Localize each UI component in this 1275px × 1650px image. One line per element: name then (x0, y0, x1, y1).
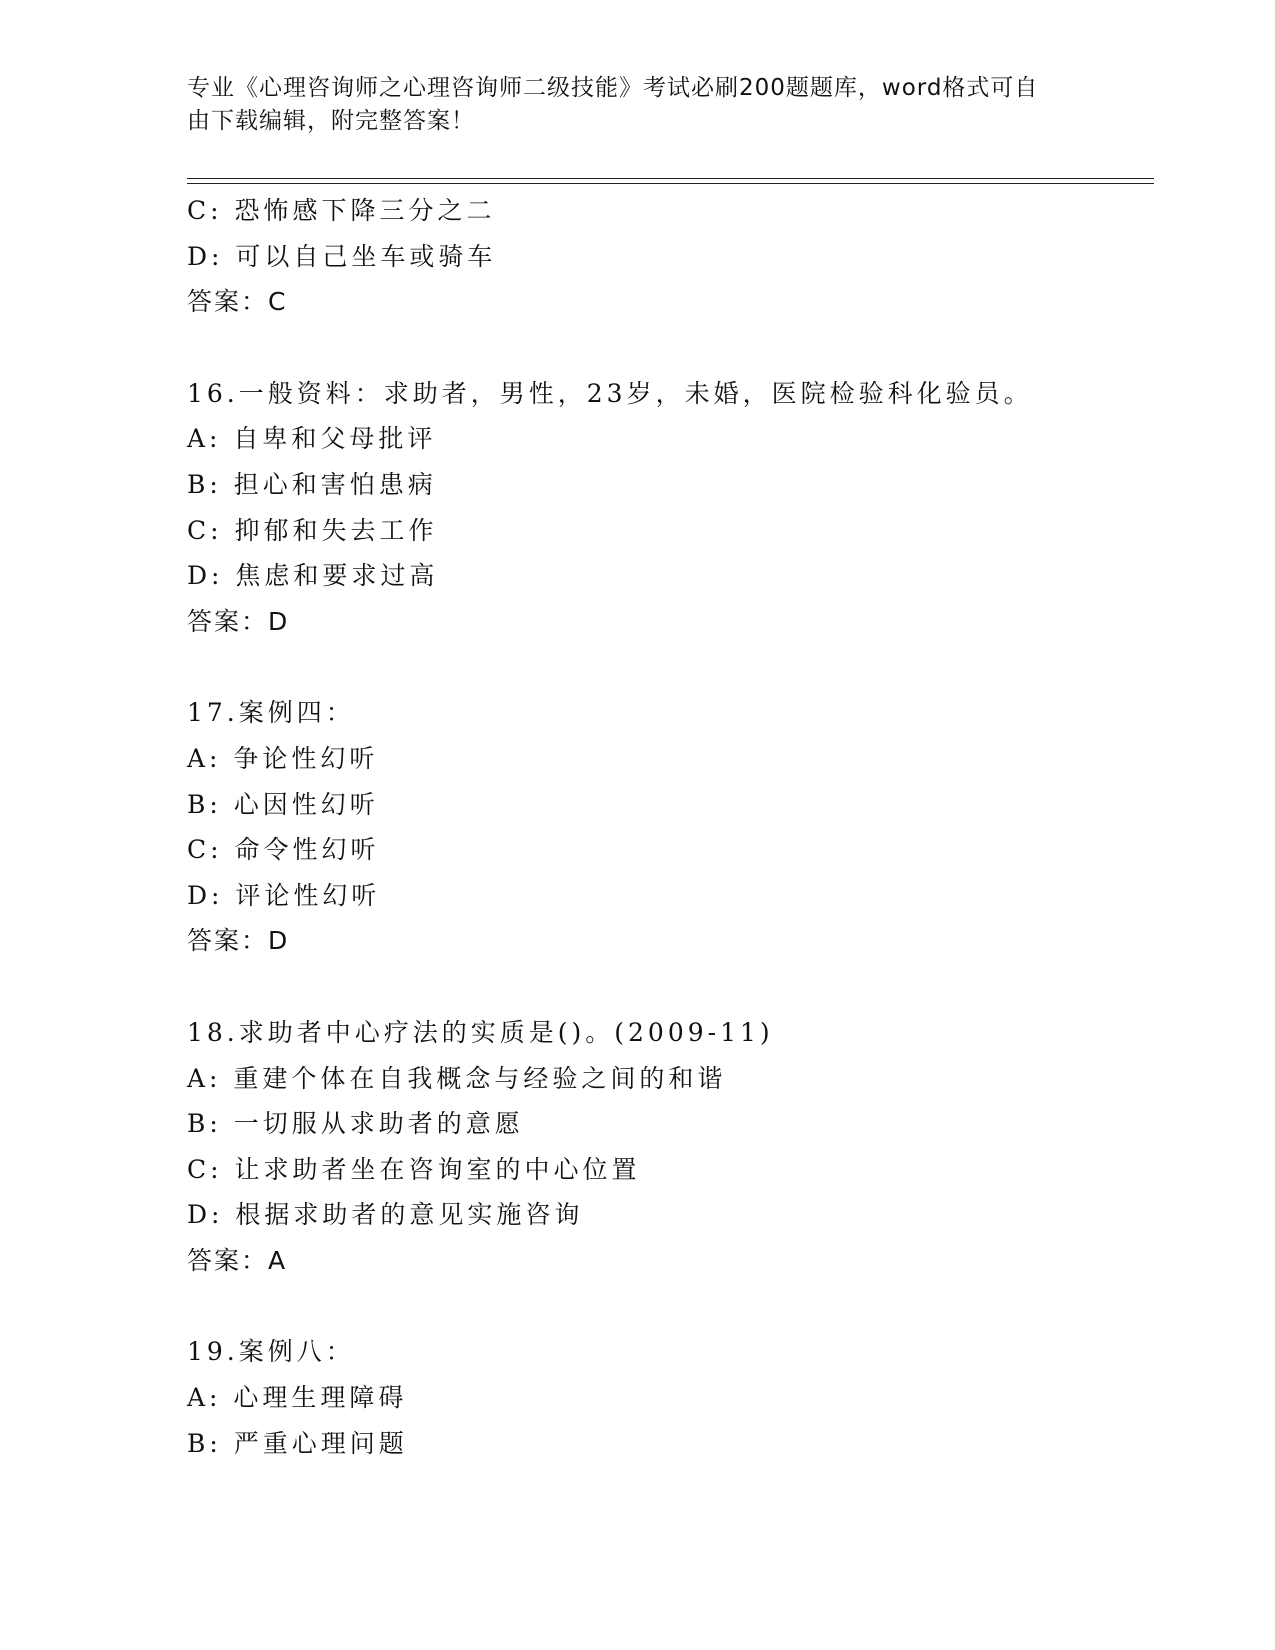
question-text: 19.案例八： (187, 1337, 355, 1367)
option-c: C: 命令性幻听 (187, 835, 380, 865)
document-header (187, 72, 1067, 138)
option-d: D: 焦虑和要求过高 (187, 561, 439, 591)
question-block-18 (187, 1010, 1147, 1284)
question-text: 18.求助者中心疗法的实质是()。(2009-11) (187, 1017, 774, 1047)
header-divider-top (187, 178, 1154, 179)
option-d: D: 评论性幻听 (187, 880, 381, 910)
question-block-17 (187, 690, 1147, 964)
answer-label: 答案：C (187, 287, 288, 317)
answer-label: 答案：A (187, 1245, 288, 1275)
question-block-15 (187, 188, 1147, 325)
answer-label: 答案：D (187, 606, 290, 636)
option-c: C: 抑郁和失去工作 (187, 515, 438, 545)
answer-label: 答案：D (187, 926, 290, 956)
question-text: 16.一般资料：求助者，男性，23岁，未婚，医院检验科化验员。 (187, 378, 1033, 408)
question-block-16 (187, 371, 1147, 645)
option-c: C: 恐怖感下降三分之二 (187, 196, 496, 225)
option-b: B: 心因性幻听 (187, 789, 379, 819)
option-b: B: 一切服从求助者的意愿 (187, 1109, 524, 1139)
option-a: A: 心理生理障碍 (187, 1383, 408, 1413)
option-c: C: 让求助者坐在咨询室的中心位置 (187, 1154, 641, 1184)
option-d: D: 根据求助者的意见实施咨询 (187, 1200, 584, 1230)
option-b: B: 严重心理问题 (187, 1428, 408, 1458)
option-a: A: 争论性幻听 (187, 743, 379, 773)
question-list (187, 188, 1147, 1466)
option-d: D: 可以自己坐车或骑车 (187, 241, 497, 271)
option-a: A: 自卑和父母批评 (187, 424, 437, 454)
header-divider-bottom (187, 183, 1154, 184)
question-block-19 (187, 1329, 1147, 1466)
option-a: A: 重建个体在自我概念与经验之间的和谐 (187, 1063, 727, 1093)
question-text: 17.案例四： (187, 698, 355, 728)
header-line-1: 专业《心理咨询师之心理咨询师二级技能》考试必刷200题题库，word格式可自 (187, 75, 1039, 101)
header-line-2: 由下载编辑，附完整答案！ (187, 108, 475, 134)
option-b: B: 担心和害怕患病 (187, 469, 437, 499)
